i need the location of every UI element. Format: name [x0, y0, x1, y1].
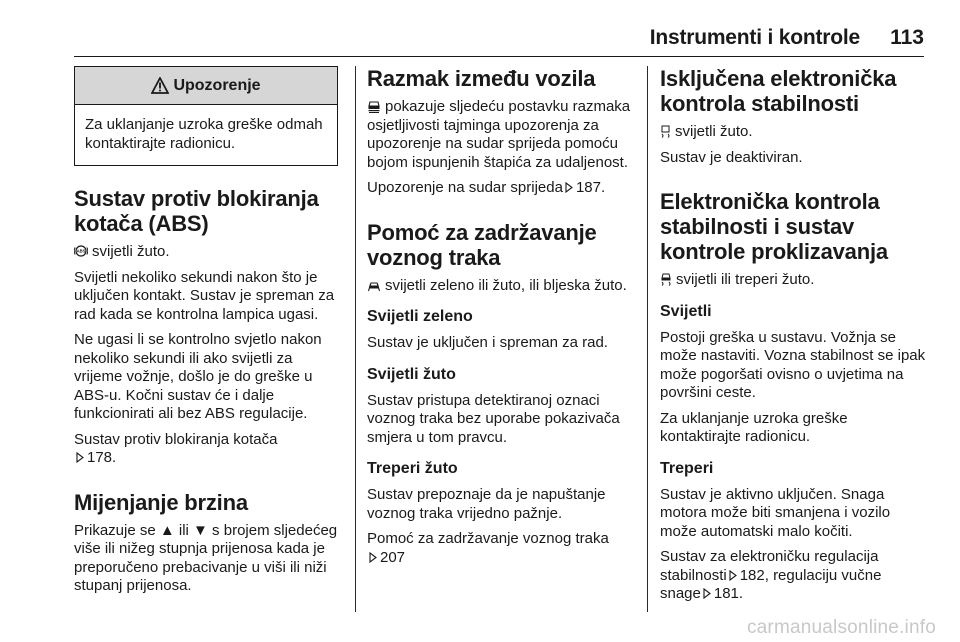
- esc-off-icon-line: [660, 123, 926, 142]
- warning-text: Za uklanjanje uzroka greške odmah kontaktirajte radionicu.: [85, 116, 323, 152]
- esc-lit-heading: Svijetli: [660, 302, 712, 320]
- column-1: [74, 66, 344, 596]
- chapter-title: Instrumenti i kontrole: [649, 26, 860, 49]
- page-reference-icon: [729, 570, 737, 581]
- distance-icon-text: pokazuje sljedeću postavku razmaka osjetljivosti tajminga upozorenja za upozorenje na sudar sprijeda pomoću bojom ispunjenih štapića za udaljenost.: [367, 98, 631, 171]
- esc-lit-paragraph: Za uklanjanje uzroka greške kontaktirajte radionicu.: [660, 409, 848, 445]
- gear-heading: Mijenjanje brzina: [74, 489, 248, 515]
- page-number: 113: [890, 26, 924, 49]
- lane-reference: [367, 530, 635, 567]
- esc-heading: Elektronička kontrola stabilnosti i sustav kontrole proklizavanja: [660, 189, 888, 264]
- lane-green-heading: Svijetli zeleno: [367, 308, 473, 325]
- esc-off-text: Sustav je deaktiviran.: [660, 148, 803, 166]
- column-3: [660, 66, 926, 604]
- distance-heading: Razmak između vozila: [367, 66, 596, 91]
- esc-flash-paragraph: Sustav je aktivno uključen. Snaga motora može biti smanjena i vozilo može automatski malo kočiti.: [660, 485, 891, 540]
- abs-icon-line: [74, 243, 344, 262]
- header-rule: [74, 56, 924, 57]
- abs-paragraph: Svijetli nekoliko sekundi nakon što je uključen kontakt. Sustav je spreman za rad kada se kontrolna lampica ugasi.: [74, 268, 335, 323]
- lane-yellow-text: Sustav pristupa detektiranoj oznaci voznog traka bez uporabe pokazivača smjera u tom pravcu.: [367, 391, 620, 446]
- esc-off-icon-text: svijetli žuto.: [675, 123, 753, 140]
- column-separator: [647, 66, 648, 612]
- lane-heading: Pomoć za zadržavanje voznog traka: [367, 219, 597, 270]
- page-reference-icon: [565, 182, 573, 193]
- lane-yellow-heading: Svijetli žuto: [367, 365, 456, 383]
- esc-off-heading: Isključena elektronička kontrola stabilnosti: [660, 66, 897, 116]
- esc-flash-reference: [660, 548, 926, 604]
- page-reference-icon: [76, 452, 84, 463]
- lane-flash-text: Sustav prepoznaje da je napuštanje voznog traka vrijedno pažnje.: [367, 486, 606, 522]
- distance-reference: [367, 179, 635, 198]
- warning-header: [75, 67, 337, 105]
- esc-icon-line: [660, 271, 926, 290]
- esc-flash-heading: Treperi: [660, 459, 714, 477]
- abs-icon: [74, 244, 88, 258]
- distance-reference-text: Upozorenje na sudar sprijeda: [367, 179, 563, 196]
- abs-icon-text: svijetli žuto.: [92, 243, 170, 260]
- abs-reference: [74, 431, 344, 468]
- esc-lit-paragraph: Postoji greška u sustavu. Vožnja se može nastaviti. Vozna stabilnost se ipak može pogoršati ovisno o uvjetima na površini ceste.: [660, 328, 926, 401]
- esc-reference-text: Sustav za elektroničku regulacija stabilnosti: [660, 548, 879, 584]
- column-separator: [355, 66, 356, 612]
- warning-title: Upozorenje: [173, 76, 261, 94]
- abs-reference-page[interactable]: 178.: [87, 449, 117, 466]
- svg-text:ABS: ABS: [76, 248, 86, 254]
- esc-off-icon: [660, 124, 671, 138]
- abs-reference-text: Sustav protiv blokiranja kotača: [74, 430, 278, 448]
- esc-icon-text: svijetli ili treperi žuto.: [676, 271, 815, 288]
- distance-reference-page[interactable]: 187.: [575, 179, 606, 196]
- column-2: [367, 66, 635, 567]
- traction-reference-page[interactable]: 181.: [713, 585, 744, 602]
- page-reference-icon: [369, 552, 377, 563]
- esc-icon: [660, 272, 672, 286]
- lane-reference-text: Pomoć za zadržavanje voznog traka: [367, 530, 609, 547]
- abs-paragraph: Ne ugasi li se kontrolno svjetlo nakon nekoliko sekundi ili ako svijetli za vrijeme vožnje, došlo je do greške u ABS-u. Kočni sustav će i dalje funkcionirati ali bez ABS regulacije.: [74, 331, 322, 422]
- page-reference-icon: [703, 588, 711, 599]
- vehicle-distance-icon: [367, 99, 381, 113]
- lane-flash-heading: Treperi žuto: [367, 460, 458, 477]
- warning-box: [74, 66, 338, 166]
- lane-icon-line: [367, 277, 635, 296]
- gear-paragraph: Prikazuje se ▲ ili ▼ s brojem sljedećeg više ili nižeg stupnja prijenosa kada je preporučeno prebacivanje u viši ili niži stupanj prijenosa.: [74, 521, 338, 594]
- page-header: [0, 0, 960, 62]
- lane-reference-page[interactable]: 207: [380, 548, 406, 566]
- watermark: carmanualsonline.info: [746, 617, 936, 638]
- abs-heading: Sustav protiv blokiranja kotača (ABS): [74, 186, 319, 236]
- lane-icon-text: svijetli zeleno ili žuto, ili bljeska žuto.: [385, 276, 627, 294]
- esc-reference-page[interactable]: 182, regulaciju vučne snage: [660, 566, 882, 602]
- lane-green-text: Sustav je uključen i spreman za rad.: [367, 334, 608, 351]
- lane-keep-assist-icon: [367, 278, 381, 292]
- distance-icon-line: [367, 98, 635, 172]
- warning-triangle-icon: [151, 77, 169, 94]
